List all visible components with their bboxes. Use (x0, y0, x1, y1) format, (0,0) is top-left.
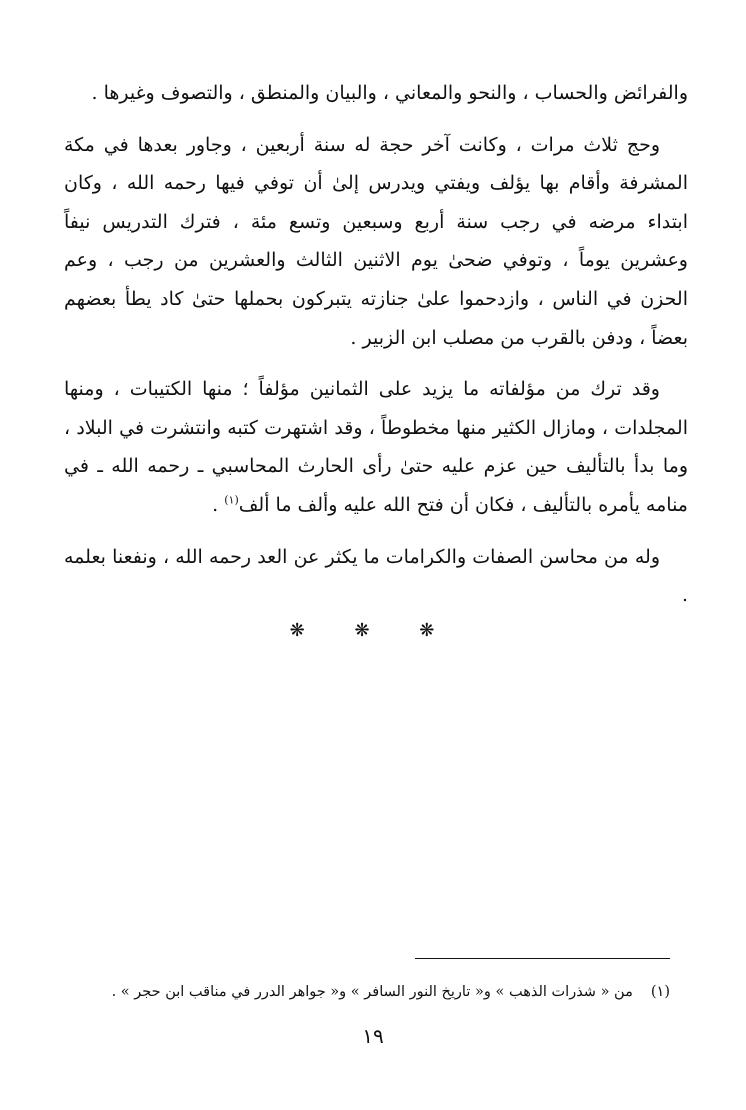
main-text (64, 74, 688, 628)
paragraph-3 (64, 370, 688, 524)
footnote-reference: (١) (224, 493, 239, 507)
paragraph-2: وحج ثلاث مرات ، وكانت آخر حجة له سنة أربعين ، وجاور بعدها في مكة المشرفة وأقام بها يؤلف ويفتي ويدرس إلىٰ أن توفي فيها رحمه الله ، وكان ابتداء مرضه في رجب سنة أربع وسبعين وتسع مئة ، فترك التدريس نيفاً وعشرين يوماً ، وتوفي ضحىٰ يوم الاثنين الثالث والعشرين من رجب ، وعم الحزن في الناس ، وازدحموا علىٰ جنازته يتبركون بحملها حتىٰ كاد يطأ بعضهم بعضاً ، ودفن بالقرب من مصلب ابن الزبير . (64, 133, 688, 349)
section-separator-stars: ❋ ❋ ❋ (289, 620, 457, 641)
paragraph-4: وله من محاسن الصفات والكرامات ما يكثر عن العد رحمه الله ، ونفعنا بعلمه . (64, 545, 688, 607)
paragraph-3-text: وقد ترك من مؤلفاته ما يزيد على الثمانين مؤلفاً ؛ منها الكتيبات ، ومنها المجلدات ، ومازال الكثير منها مخطوطاً ، وقد اشتهرت كتبه وانتشرت في البلاد ، وما بدأ بالتأليف حين عزم عليه حتىٰ رأى الحارث المحاسبي ـ رحمه الله ـ في منامه يأمره بالتأليف ، فكان أن فتح الله عليه وألف ما ألف (64, 378, 688, 516)
page-number: ١٩ (362, 1024, 384, 1048)
footnote-text: من « شذرات الذهب » و« تاريخ النور السافر » و« جواهر الدرر في مناقب ابن حجر » . (111, 984, 633, 1000)
footnote-number: (١) (650, 984, 670, 1000)
footnote-divider (415, 958, 670, 959)
paragraph-3-end: . (212, 493, 225, 516)
paragraph-1: والفرائض والحساب ، والنحو والمعاني ، والبيان والمنطق ، والتصوف وغيرها . (91, 82, 688, 104)
footnote (64, 978, 670, 1006)
